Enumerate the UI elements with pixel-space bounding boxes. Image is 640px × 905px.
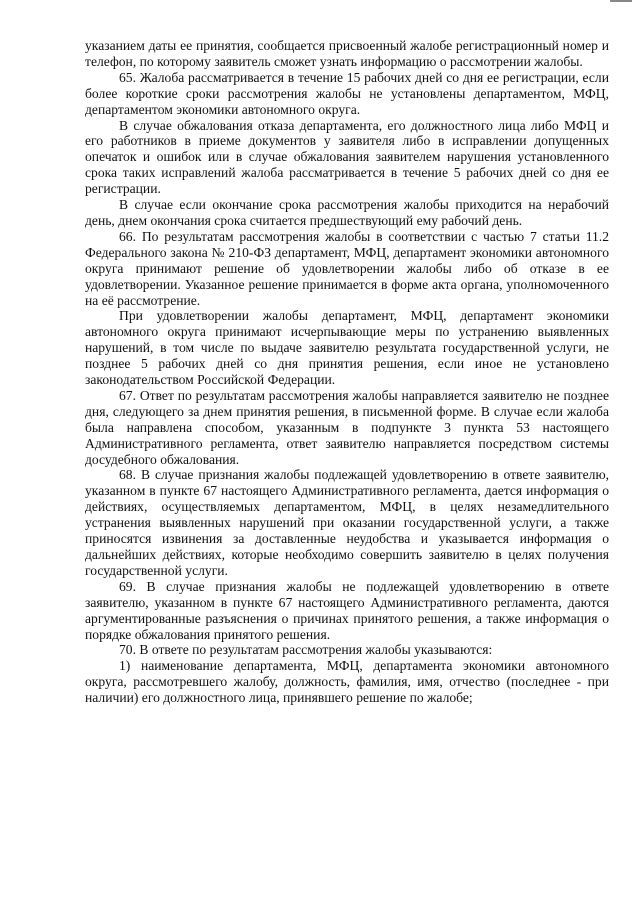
scan-corner-mark [610, 0, 632, 2]
paragraph-70: 70. В ответе по результатам рассмотрения жалобы указываются: [119, 642, 493, 658]
paragraph-65: 65. Жалоба рассматривается в течение 15 рабочих дней со дня ее регистрации, если более короткие сроки рассмотрения жалобы не установлены департаментом, МФЦ, департаментом экономики автономного округа. [85, 69, 609, 117]
paragraph-66: 66. По результатам рассмотрения жалобы в соответствии с частью 7 статьи 11.2 Федерального закона № 210-ФЗ департамент, МФЦ, департамент экономики автономного округа принимают решение об удовлетворении жалобы либо об отказе в ее удовлетворении. Указанное решение принимается в форме акта органа, уполномоченного на её рассмотрение. [85, 228, 609, 308]
paragraph-65-refusal: В случае обжалования отказа департамента, его должностного лица либо МФЦ и его работников в приеме документов у заявителя либо в исправлении допущенных опечаток и ошибок или в случае обжалования заявителем нарушения установленного срока таких исправлений жалоба рассматривается в течение 5 рабочих дней со дня ее регистрации. [85, 117, 609, 197]
paragraph-66-satisfaction: При удовлетворении жалобы департамент, МФЦ, департамент экономики автономного округа принимают исчерпывающие меры по устранению выявленных нарушений, в том числе по выдаче заявителю результата государственной услуги, не позднее 5 рабочих дней со дня принятия решения, если иное не установлено законодательством Российской Федерации. [85, 308, 609, 388]
paragraph-68: 68. В случае признания жалобы подлежащей удовлетворению в ответе заявителю, указанном в пункте 67 настоящего Административного регламента, дается информация о действиях, осуществляемых департаментом, МФЦ, в целях незамедлительного устранения выявленных нарушений при оказании государственной услуги, а также приносятся извинения за доставленные неудобства и указывается информация о дальнейших действиях, которые необходимо совершить заявителю в целях получения государственной услуги. [85, 467, 609, 578]
document-page [85, 38, 609, 706]
paragraph-69: 69. В случае признания жалобы не подлежащей удовлетворению в ответе заявителю, указанном в пункте 67 настоящего Административного регламента, даются аргументированные разъяснения о причинах принятого решения, а также информация о порядке обжалования принятого решения. [85, 578, 609, 642]
paragraph-65-nonworking-day: В случае если окончание срока рассмотрения жалобы приходится на нерабочий день, днем окончания срока считается предшествующий ему рабочий день. [85, 197, 609, 228]
paragraph-67: 67. Ответ по результатам рассмотрения жалобы направляется заявителю не позднее дня, следующего за днем принятия решения, в письменной форме. В случае если жалоба была направлена способом, указанным в подпункте 3 пункта 53 настоящего Административного регламента, ответ заявителю направляется посредством системы досудебного обжалования. [85, 387, 609, 467]
paragraph-70-item-1: 1) наименование департамента, МФЦ, департамента экономики автономного округа, рассмотревшего жалобу, должность, фамилия, имя, отчество (последнее - при наличии) его должностного лица, принявшего решение по жалобе; [85, 658, 609, 706]
paragraph-continuation: указанием даты ее принятия, сообщается присвоенный жалобе регистрационный номер и телефон, по которому заявитель сможет узнать информацию о рассмотрении жалобы. [85, 38, 609, 69]
